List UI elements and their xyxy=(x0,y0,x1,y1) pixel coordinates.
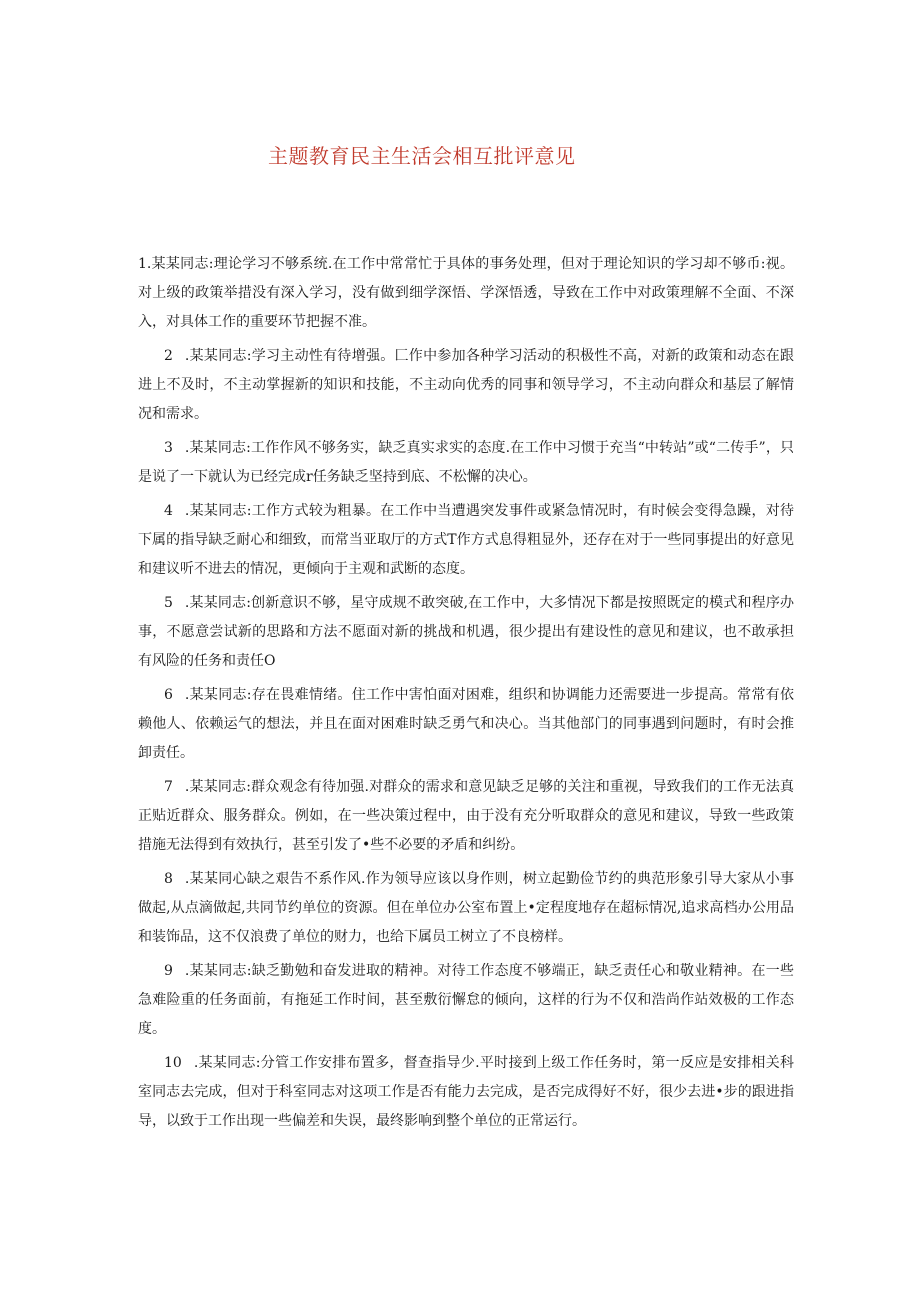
paragraph-number: 9 xyxy=(164,963,173,979)
paragraph-number: 6 xyxy=(164,687,173,703)
paragraph-number: 4 xyxy=(164,503,173,519)
paragraph-5 xyxy=(138,589,794,676)
paragraph-text: .某某同志:缺乏勤勉和奋发进取的精神。对待工作态度不够端正，缺乏责任心和敬业精神。在一些急难险重的任务面前，有拖延工作时间，甚至敷衍懈怠的倾向，这样的行为不仅和浩尚作站效极的工作态度。 xyxy=(138,963,794,1037)
paragraph-text: .某某同志:创新意识不够，星守成规不敢突破,在工作中，大多情况下都是按照既定的模式和程序办事，不愿意尝试新的思路和方法不愿面对新的挑战和机遇，很少提出有建设性的意见和建议，也不敢承担有风险的任务和责任O xyxy=(138,595,794,669)
paragraph-9 xyxy=(138,957,794,1044)
paragraph-4 xyxy=(138,497,794,584)
paragraph-text: .某某同志:工作作风不够务实，缺乏真实求实的态度.在工作中习惯于充当“中转站”或“二传手”，只是说了一下就认为已经完成r任务缺乏坚持到底、不松懈的决心。 xyxy=(138,440,794,485)
paragraph-number: 3 xyxy=(164,440,173,456)
paragraph-6 xyxy=(138,681,794,768)
paragraph-2 xyxy=(138,342,794,429)
paragraph-text: .某某同志:工作方式较为粗暴。在工作中当遭遇突发事件或紧急情况时，有时候会变得急躁，对待下属的指导缺乏耐心和细致，而常当亚取厅的方式T作方式息得粗显外，还存在对于一些同事提出的好意见和建议听不进去的情况，更倾向于主观和武断的态度。 xyxy=(138,503,794,577)
paragraph-3 xyxy=(138,434,794,492)
paragraph-text: 某某同志:理论学习不够系统.在工作中常常忙于具体的事务处理，但对于理论知识的学习却不够币:视。对上级的政策举措没有深入学习，没有做到细学深悟、学深悟透，导致在工作中对政策理解不全面、不深入，对具体工作的重要环节把握不准。 xyxy=(138,256,794,330)
paragraph-number: 8 xyxy=(164,871,173,887)
paragraph-number: 1. xyxy=(138,256,152,272)
paragraph-number: 10 xyxy=(164,1055,182,1071)
paragraph-text: .某某同心缺之艰告不系作风.作为领导应该以身作则，树立起勤俭节约的典范形象引导大家从小事做起,从点滴做起,共同节约单位的资源。但在单位办公室布置上•定程度地存在超标情况,追求高档办公用品和装饰品，这不仅浪费了单位的财力，也给下属员工树立了不良榜样。 xyxy=(138,871,794,945)
document-body xyxy=(138,250,794,1141)
paragraph-text: .某某同志:分管工作安排布置多，督查指导少.平时接到上级工作任务时，第一反应是安排相关科室同志去完成，但对于科室同志对这项工作是否有能力去完成，是否完成得好不好，很少去进•步的跟进指导，以致于工作出现一些偏差和失误，最终影响到整个单位的正常运行。 xyxy=(138,1055,794,1129)
paragraph-number: 2 xyxy=(164,348,173,364)
paragraph-7 xyxy=(138,773,794,860)
paragraph-1 xyxy=(138,250,794,337)
paragraph-text: .某某同志:学习主动性有待增强。匚作中参加各种学习活动的积极性不高，对新的政策和动态在跟进上不及时，不主动掌握新的知识和技能，不主动向优秀的同事和领导学习，不主动向群众和基层了解情况和需求。 xyxy=(138,348,794,422)
paragraph-text: .某某同志:群众观念有待加强.对群众的需求和意见缺乏足够的关注和重视，导致我们的工作无法真正贴近群众、服务群众。例如，在一些决策过程中，由于没有充分听取群众的意见和建议，导致一些政策措施无法得到有效执行，甚至引发了•些不必要的矛盾和纠纷。 xyxy=(138,779,794,853)
paragraph-number: 5 xyxy=(164,595,173,611)
paragraph-number: 7 xyxy=(164,779,173,795)
paragraph-8 xyxy=(138,865,794,952)
document-title: 主题教育民主生活会相互批评意见 xyxy=(268,144,576,168)
paragraph-text: .某某同志:存在畏难情绪。住工作中害怕面对困难，组织和协调能力还需要进一步提高。常常有依赖他人、依赖运气的想法，并且在面对困难时缺乏勇气和决心。当其他部门的同事遇到问题时，有时会推卸责任。 xyxy=(138,687,794,761)
paragraph-10 xyxy=(138,1049,794,1136)
